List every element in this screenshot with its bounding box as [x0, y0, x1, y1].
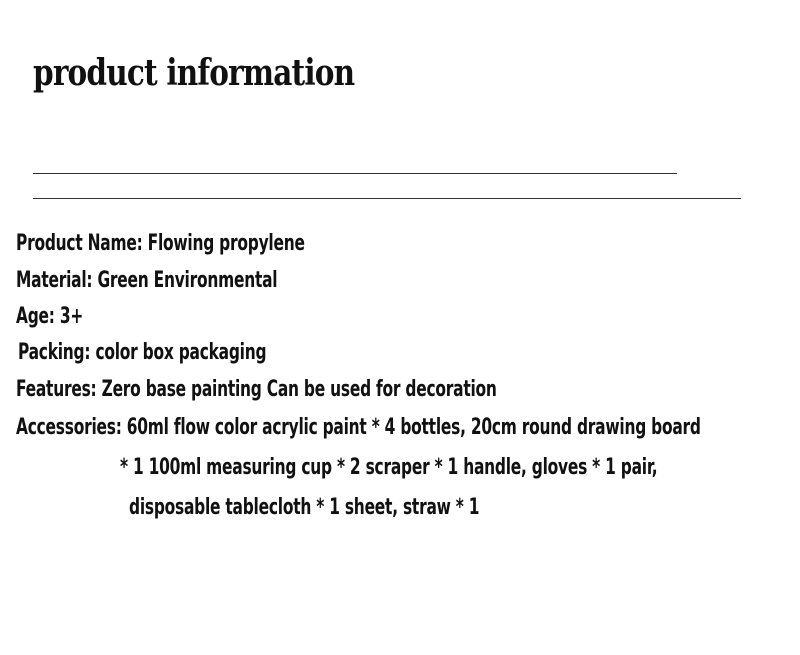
- spec-material: Material: Green Environmental: [16, 268, 278, 293]
- page-title: product information: [33, 52, 355, 94]
- spec-features: Features: Zero base painting Can be used for decoration: [16, 377, 497, 402]
- spec-packing: Packing: color box packaging: [18, 340, 267, 365]
- spec-accessories-continued: * 1 100ml measuring cup * 2 scraper * 1 handle, gloves * 1 pair,: [120, 455, 658, 480]
- spec-accessories-continued: disposable tablecloth * 1 sheet, straw * 1: [129, 495, 480, 520]
- spec-product-name: Product Name: Flowing propylene: [16, 231, 305, 256]
- divider-line: [33, 173, 677, 174]
- spec-accessories: Accessories: 60ml flow color acrylic paint * 4 bottles, 20cm round drawing board: [16, 415, 701, 440]
- divider-line: [33, 198, 741, 199]
- spec-age: Age: 3+: [16, 304, 84, 329]
